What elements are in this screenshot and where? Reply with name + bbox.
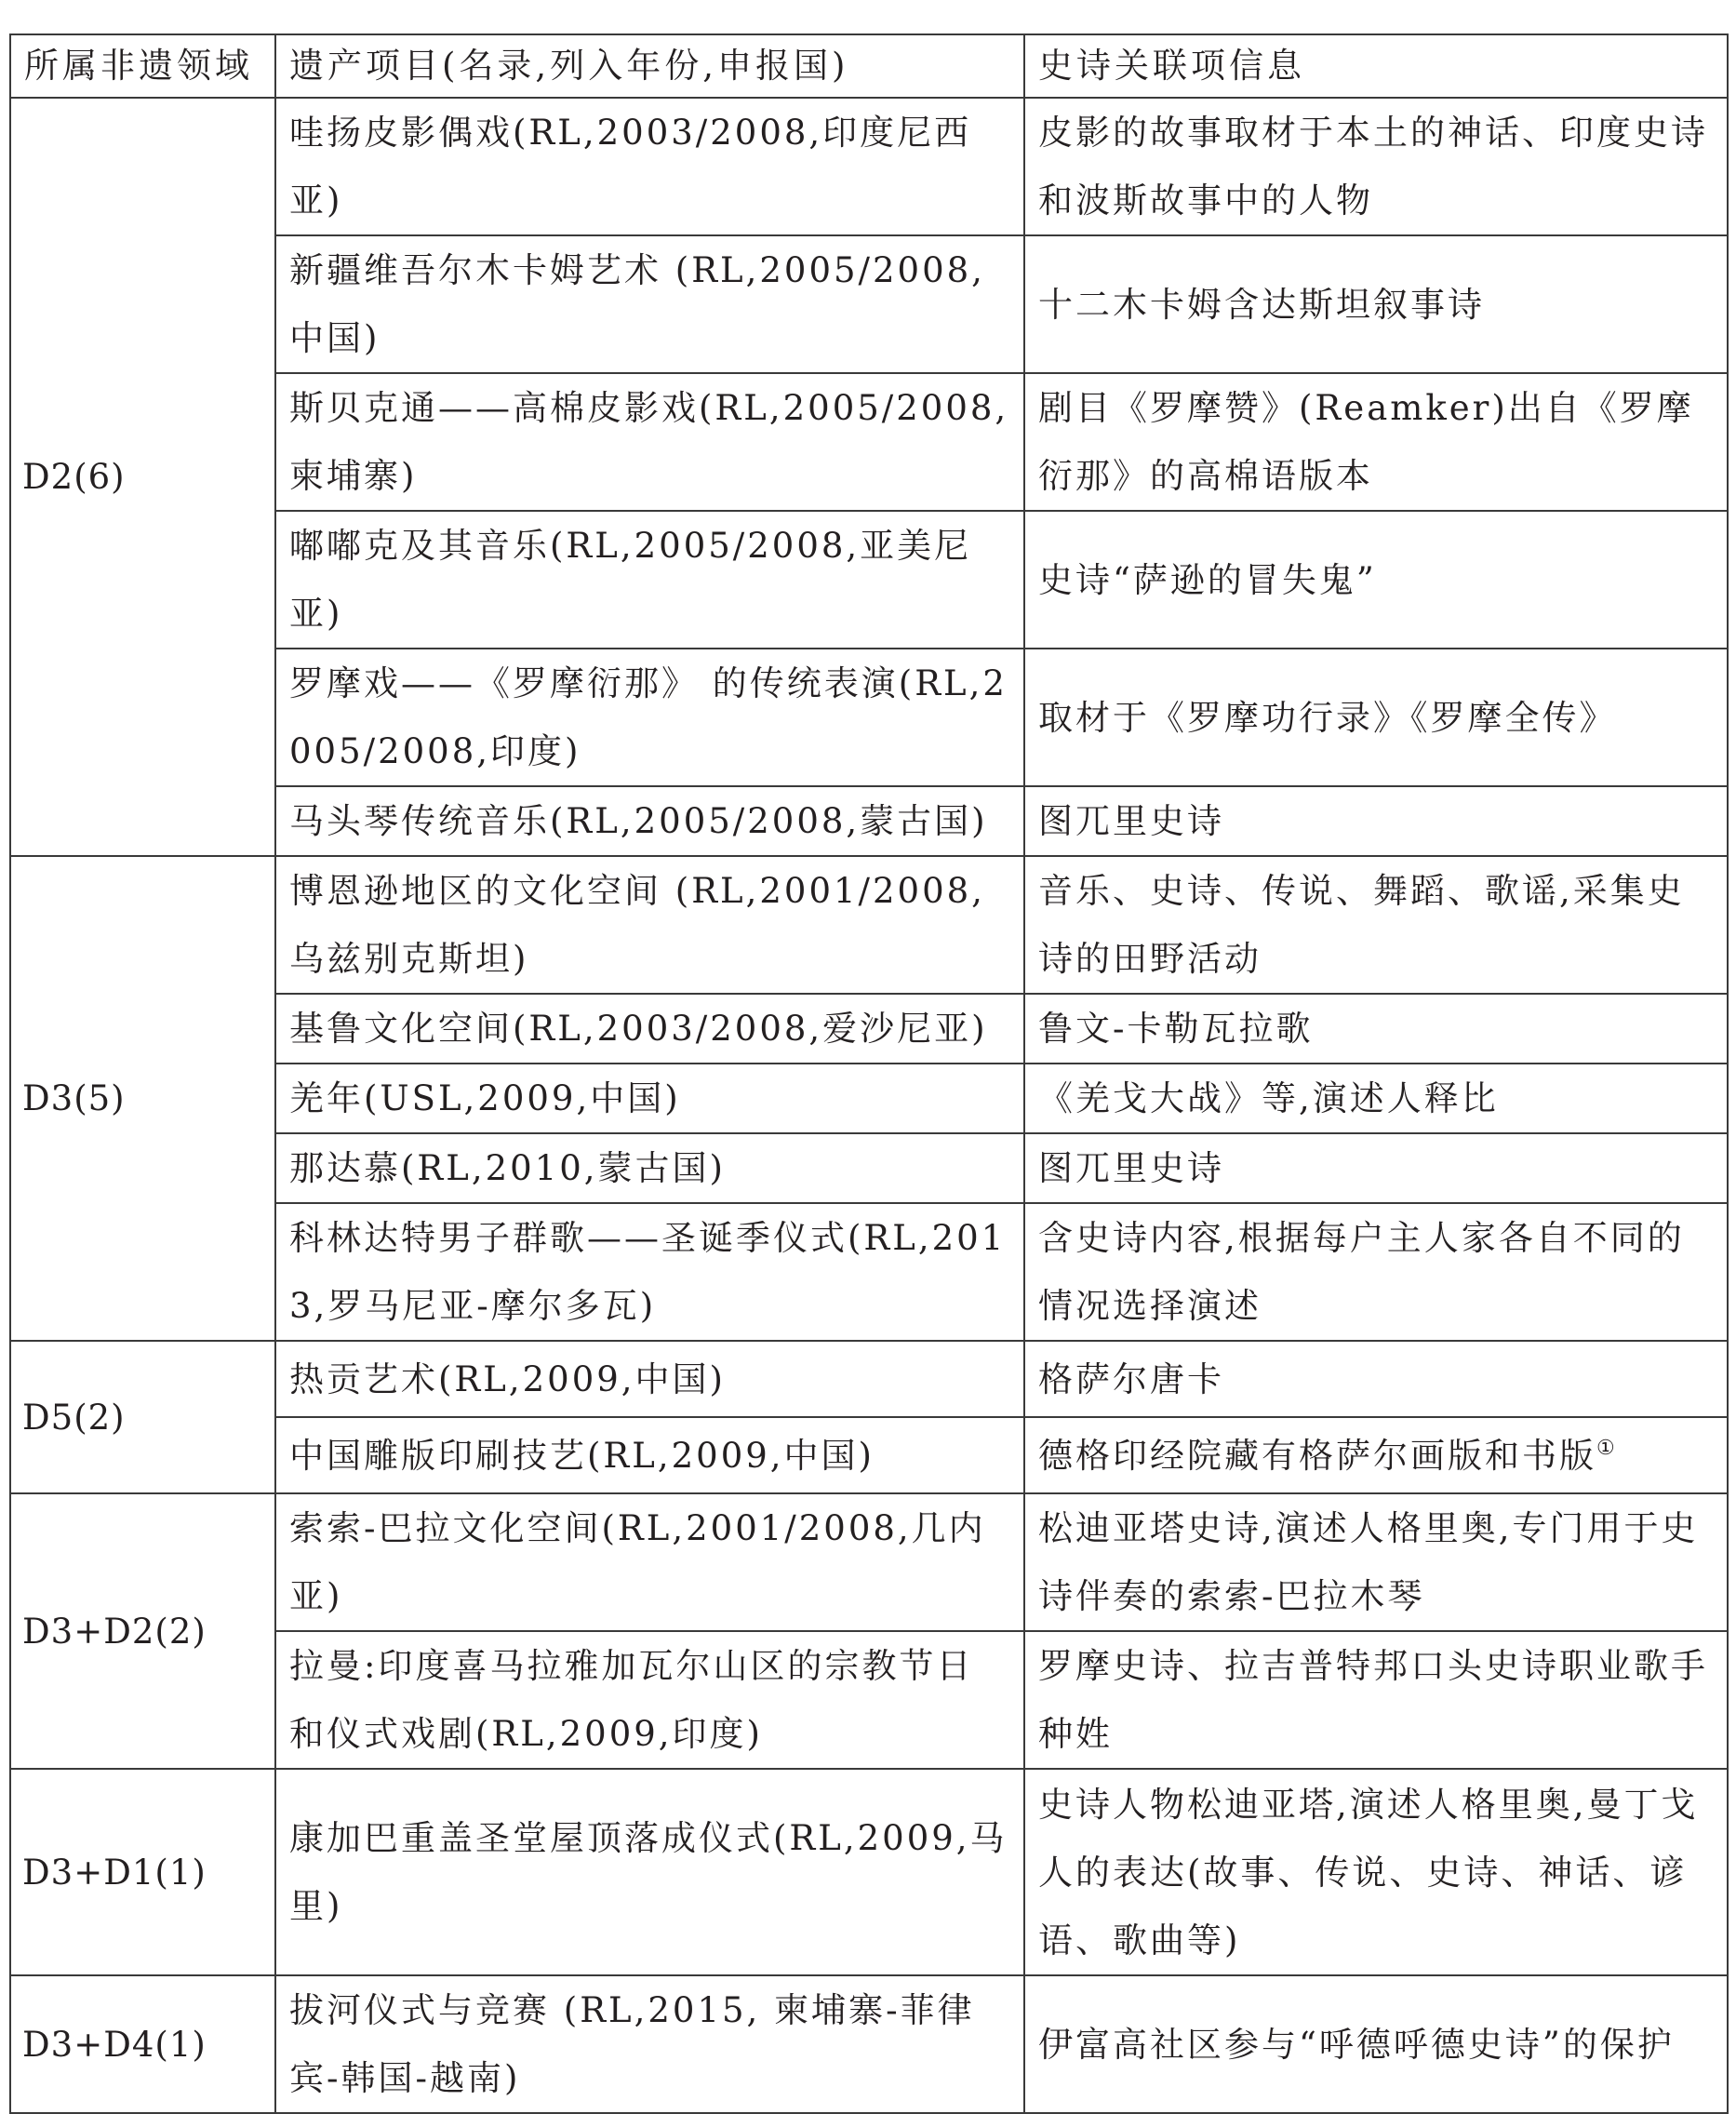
header-heritage-item: 遗产项目(名录,列入年份,申报国) xyxy=(275,34,1024,98)
table-row xyxy=(10,1341,1728,1417)
table-row xyxy=(10,1769,1728,1975)
epic-info-cell: 剧目《罗摩赞》(Reamker)出自《罗摩衍那》的高棉语版本 xyxy=(1024,373,1728,511)
domain-cell: D3(5) xyxy=(10,856,275,1341)
heritage-item-cell: 斯贝克通——高棉皮影戏(RL,2005/2008,柬埔寨) xyxy=(275,373,1024,511)
header-domain: 所属非遗领域 xyxy=(10,34,275,98)
table-header-row xyxy=(10,34,1728,98)
heritage-table-container xyxy=(9,33,1727,2114)
epic-info-cell: 十二木卡姆含达斯坦叙事诗 xyxy=(1024,235,1728,373)
heritage-item-cell: 罗摩戏——《罗摩衍那》 的传统表演(RL,2005/2008,印度) xyxy=(275,649,1024,786)
epic-info-cell: 《羌戈大战》等,演述人释比 xyxy=(1024,1064,1728,1133)
domain-cell: D3+D4(1) xyxy=(10,1975,275,2113)
domain-cell: D5(2) xyxy=(10,1341,275,1493)
heritage-item-cell: 马头琴传统音乐(RL,2005/2008,蒙古国) xyxy=(275,786,1024,856)
heritage-item-cell: 拔河仪式与竞赛 (RL,2015, 柬埔寨-菲律宾-韩国-越南) xyxy=(275,1975,1024,2113)
domain-cell: D3+D1(1) xyxy=(10,1769,275,1975)
epic-info-cell: 取材于《罗摩功行录》《罗摩全传》 xyxy=(1024,649,1728,786)
heritage-item-cell: 博恩逊地区的文化空间 (RL,2001/2008,乌兹别克斯坦) xyxy=(275,856,1024,994)
epic-info-cell: 含史诗内容,根据每户主人家各自不同的情况选择演述 xyxy=(1024,1203,1728,1341)
epic-info-cell: 松迪亚塔史诗,演述人格里奥,专门用于史诗伴奏的索索-巴拉木琴 xyxy=(1024,1493,1728,1631)
epic-info-cell: 史诗“萨逊的冒失鬼” xyxy=(1024,511,1728,649)
heritage-item-cell: 拉曼:印度喜马拉雅加瓦尔山区的宗教节日和仪式戏剧(RL,2009,印度) xyxy=(275,1631,1024,1769)
heritage-item-cell: 基鲁文化空间(RL,2003/2008,爱沙尼亚) xyxy=(275,994,1024,1064)
epic-info-cell: 格萨尔唐卡 xyxy=(1024,1341,1728,1417)
epic-info-cell: 伊富高社区参与“呼德呼德史诗”的保护 xyxy=(1024,1975,1728,2113)
domain-cell: D3+D2(2) xyxy=(10,1493,275,1769)
heritage-item-cell: 嘟嘟克及其音乐(RL,2005/2008,亚美尼亚) xyxy=(275,511,1024,649)
epic-info-cell: 皮影的故事取材于本土的神话、印度史诗和波斯故事中的人物 xyxy=(1024,98,1728,235)
epic-info-cell: 罗摩史诗、拉吉普特邦口头史诗职业歌手种姓 xyxy=(1024,1631,1728,1769)
epic-info-cell: 音乐、史诗、传说、舞蹈、歌谣,采集史诗的田野活动 xyxy=(1024,856,1728,994)
heritage-item-cell: 哇扬皮影偶戏(RL,2003/2008,印度尼西亚) xyxy=(275,98,1024,235)
footnote-marker: ① xyxy=(1596,1436,1615,1460)
table-row xyxy=(10,1975,1728,2113)
table-row xyxy=(10,98,1728,235)
heritage-epic-table xyxy=(9,33,1729,2114)
epic-info-cell: 图兀里史诗 xyxy=(1024,786,1728,856)
epic-info-cell xyxy=(1024,1417,1728,1493)
domain-cell: D2(6) xyxy=(10,98,275,856)
epic-info-cell: 史诗人物松迪亚塔,演述人格里奥,曼丁戈人的表达(故事、传说、史诗、神话、谚语、歌曲等) xyxy=(1024,1769,1728,1975)
epic-info-cell: 图兀里史诗 xyxy=(1024,1133,1728,1203)
epic-info-cell: 鲁文-卡勒瓦拉歌 xyxy=(1024,994,1728,1064)
heritage-item-cell: 那达慕(RL,2010,蒙古国) xyxy=(275,1133,1024,1203)
table-row xyxy=(10,856,1728,994)
header-epic-info: 史诗关联项信息 xyxy=(1024,34,1728,98)
heritage-item-cell: 热贡艺术(RL,2009,中国) xyxy=(275,1341,1024,1417)
heritage-item-cell: 新疆维吾尔木卡姆艺术 (RL,2005/2008,中国) xyxy=(275,235,1024,373)
heritage-item-cell: 科林达特男子群歌——圣诞季仪式(RL,2013,罗马尼亚-摩尔多瓦) xyxy=(275,1203,1024,1341)
heritage-item-cell: 康加巴重盖圣堂屋顶落成仪式(RL,2009,马里) xyxy=(275,1769,1024,1975)
heritage-item-cell: 中国雕版印刷技艺(RL,2009,中国) xyxy=(275,1417,1024,1493)
table-row xyxy=(10,1493,1728,1631)
heritage-item-cell: 索索-巴拉文化空间(RL,2001/2008,几内亚) xyxy=(275,1493,1024,1631)
epic-info-text: 德格印经院藏有格萨尔画版和书版 xyxy=(1038,1435,1596,1476)
heritage-item-cell: 羌年(USL,2009,中国) xyxy=(275,1064,1024,1133)
